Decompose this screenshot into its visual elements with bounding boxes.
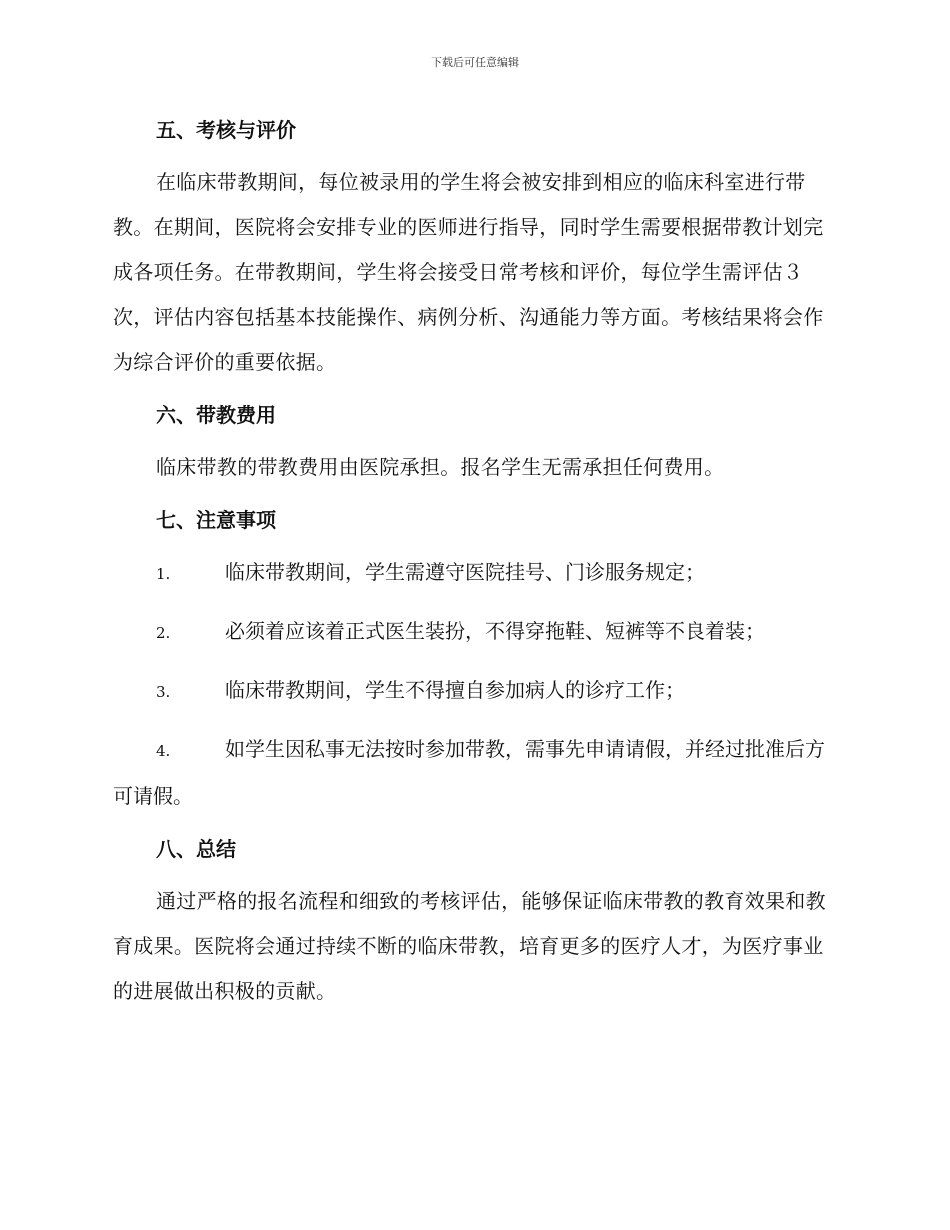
document-body xyxy=(113,112,835,1014)
list-text: 如学生因私事无法按时参加带教，需事先申请请假，并经过批准后方可请假。 xyxy=(113,737,825,808)
section-heading-notes: 七、注意事项 xyxy=(156,508,276,532)
section-heading-fees: 六、带教费用 xyxy=(156,403,276,427)
fees-paragraph: 临床带教的带教费用由医院承担。报名学生无需承担任何费用。 xyxy=(156,455,725,479)
assessment-paragraph: 在临床带教期间，每位被录用的学生将会被安排到相应的临床科室进行带教。在期间，医院将会安排专业的医师进行指导，同时学生需要根据带教计划完成各项任务。在带教期间，学生将会接受日常考核和评价，每位学生需评估３次，评估内容包括基本技能操作、病例分析、沟通能力等方面。考核结果将会作为综合评价的重要依据。 xyxy=(113,170,824,374)
notes-list xyxy=(113,550,835,819)
page-header: 下载后可任意编辑 xyxy=(431,56,519,69)
list-text: 临床带教期间，学生不得擅自参加病人的诊疗工作； xyxy=(225,678,685,702)
section-heading-assessment: 五、考核与评价 xyxy=(156,118,296,142)
list-number: 3. xyxy=(156,683,171,701)
summary-paragraph: 通过严格的报名流程和细致的考核评估，能够保证临床带教的教育效果和教育成果。医院将会通过持续不断的临床带教，培育更多的医疗人才，为医疗事业的进展做出积极的贡献。 xyxy=(113,889,826,1003)
list-number: 4. xyxy=(156,742,171,760)
list-item xyxy=(113,727,835,819)
section-heading-summary: 八、总结 xyxy=(156,837,236,861)
list-item xyxy=(113,550,835,597)
list-number: 1. xyxy=(156,565,171,583)
list-item xyxy=(113,668,835,715)
list-number: 2. xyxy=(156,624,171,642)
list-text: 临床带教期间，学生需遵守医院挂号、门诊服务规定； xyxy=(225,560,705,584)
list-text: 必须着应该着正式医生装扮，不得穿拖鞋、短裤等不良着装； xyxy=(225,619,765,643)
list-item xyxy=(113,609,835,656)
